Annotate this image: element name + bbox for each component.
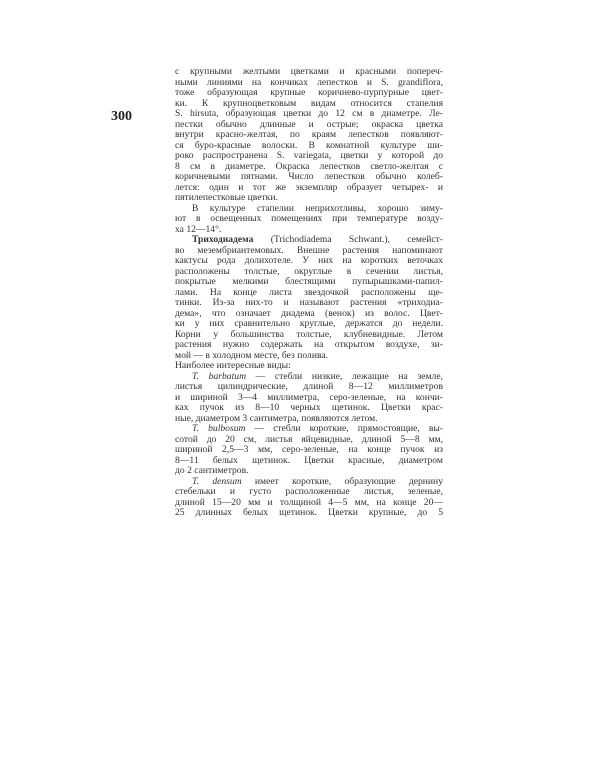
line-text: растения нужно содержать на открытом воздухе, зи- — [175, 339, 443, 350]
line-text: Корни у большинства толстые, клубневидные. Летом — [175, 328, 443, 340]
line-text: ки у них сравнительно круглые, держатся до недели. — [175, 318, 443, 329]
line-text: дема», что означает диадема (венок) из волос. Цвет- — [175, 307, 443, 319]
line-text: (Trichodiadema Schwant.), семейст- — [253, 234, 443, 245]
line-text: расположены толстые, округлые в сечении листья, — [175, 265, 443, 277]
text-line — [175, 508, 443, 519]
line-text: до 2 сантиметров. — [175, 465, 249, 476]
line-text: 8—11 белых щетинок. Цветки красные, диаметром — [175, 454, 443, 466]
line-text: 25 длинных белых щетинок. Цветки крупные, до 5 — [175, 507, 443, 518]
line-text: кактусы рода долихотеле. У них на коротких веточках — [175, 255, 443, 266]
paragraph — [175, 424, 443, 477]
line-text: — стебли короткие, прямостоящие, вы- — [245, 423, 444, 434]
species-name: T. bulbosum — [192, 423, 246, 434]
line-text: во мезембриантемовых. Внешне растения напоминают — [175, 244, 443, 256]
line-text: ные, диаметром 3 сантиметра, появляются летом. — [175, 412, 378, 424]
line-text: — стебли низкие, лежащие на земле, — [246, 370, 444, 382]
line-text: ха 12—14°. — [175, 223, 222, 235]
line-text: S. hirsuta, образующая цветки до 12 см в диаметре. Ле- — [175, 108, 443, 119]
line-text: В культуре стапелии неприхотливы, хорошо зиму- — [192, 202, 443, 214]
line-text: ки. К крупноцветковым видам относится стапелия — [175, 97, 443, 109]
text-column — [175, 67, 443, 519]
paragraph — [175, 67, 443, 204]
paragraph — [175, 372, 443, 425]
line-text: тоже образующая крупные коричнево-пурпурные цвет- — [175, 87, 443, 98]
paragraph — [175, 204, 443, 236]
species-name: T. barbatum — [192, 370, 246, 382]
line-text: мой — в холодном месте, без полива. — [175, 349, 329, 361]
line-text: лами. На конце листа звездочкой расположены ще- — [175, 286, 443, 298]
line-text: роко распространена S. variegata, цветки у которой до — [175, 150, 443, 161]
line-text: пестки обычно длинные и острые; окраска цветка — [175, 118, 443, 130]
line-text: с крупными желтыми цветками и красными попереч- — [175, 66, 443, 77]
line-text: длиной 15—20 мм и толщиной 4—5 мм, на конце 20— — [175, 496, 443, 508]
line-text: лется: один и тот же экземпляр образует четырех- и — [175, 181, 443, 193]
line-text: сотой до 20 см, листья яйцевидные, длиной 5—8 мм, — [175, 433, 443, 445]
line-text: имеет короткие, образующие дернину — [241, 475, 443, 487]
line-text: пятилепестковые цветки. — [175, 192, 278, 203]
line-text: стебельки и густо расположенные листья, зеленые, — [175, 486, 443, 497]
line-text: и шириной 3—4 миллиметра, серо-зеленые, на кончи- — [175, 391, 443, 403]
paragraph — [175, 235, 443, 361]
line-text: внутри красно-желтая, по краям лепестков появляют- — [175, 129, 443, 140]
line-text: Наиболее интересные виды: — [175, 360, 291, 371]
line-text: покрытые мелкими блестящими пупырышками-папил- — [175, 276, 443, 287]
species-name: T. densum — [192, 475, 242, 487]
line-text: листья цилиндрические, длиной 8—12 миллиметров — [175, 381, 443, 392]
paragraph — [175, 477, 443, 519]
line-text: ными линиями на кончиках лепестков и S. grandiflora, — [175, 76, 443, 88]
term-bold: Триходиадема — [192, 234, 254, 245]
line-text: шириной 2,5—3 мм, серо-зеленые, на конце пучок из — [175, 444, 443, 455]
page-number: 300 — [111, 109, 132, 124]
line-text: тинки. Из-за них-то и называют растения «триходиа- — [175, 297, 443, 308]
line-text: 8 см в диаметре. Окраска лепестков светло-желтая с — [175, 160, 443, 172]
line-text: ся буро-красные волоски. В комнатной культуре ши- — [175, 139, 443, 151]
line-text: коричневыми пятнами. Число лепестков обычно колеб- — [175, 171, 443, 182]
line-text: ют в освещенных помещениях при температуре возду- — [175, 213, 443, 224]
line-text: ках пучок из 8—10 черных щетинок. Цветки крас- — [175, 402, 443, 413]
